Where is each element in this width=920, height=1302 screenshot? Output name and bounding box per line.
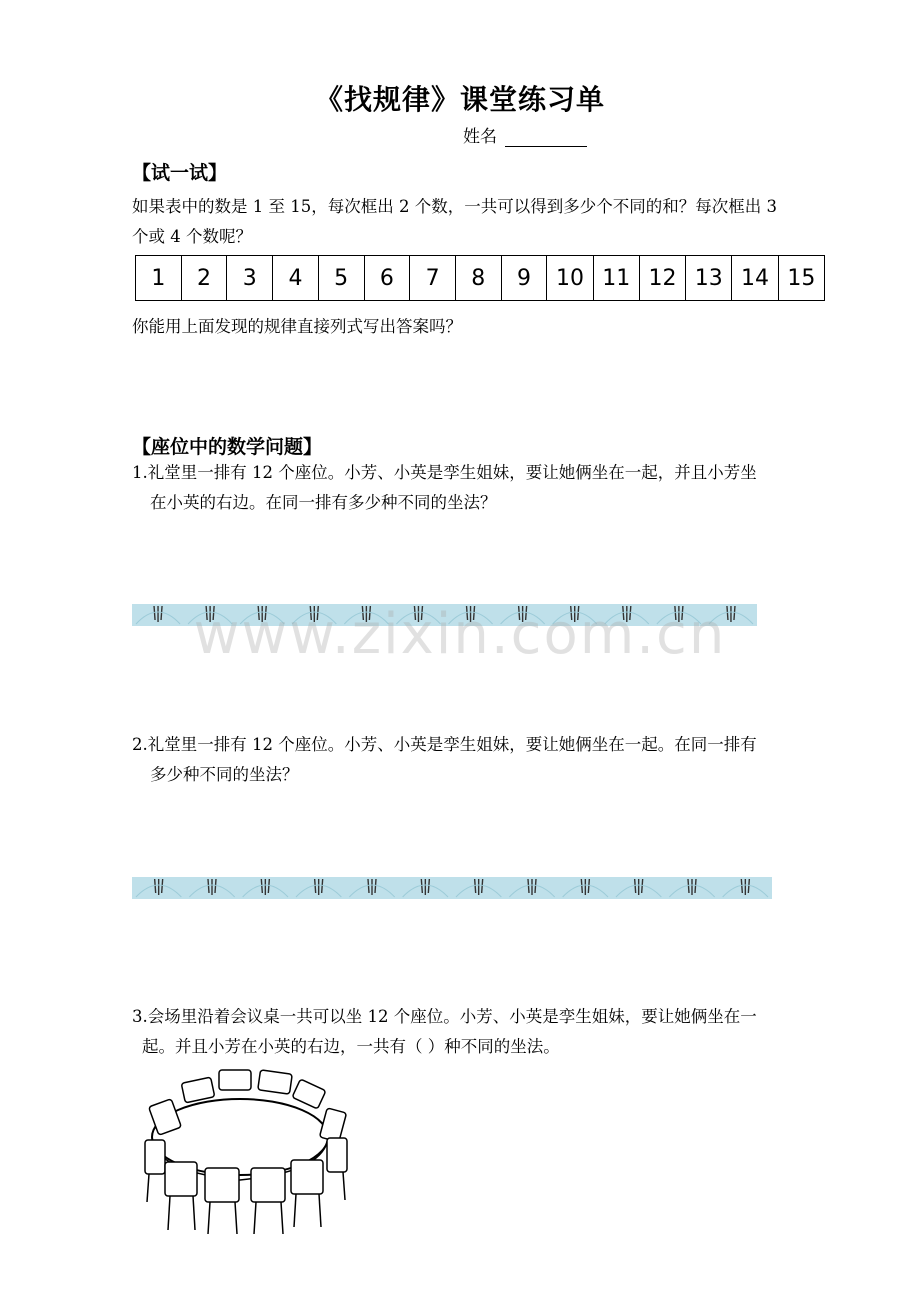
number-cell: 12 (639, 256, 685, 301)
number-cell: 8 (455, 256, 501, 301)
name-label: 姓名 (463, 127, 497, 147)
try-followup: 你能用上面发现的规律直接列式写出答案吗？ (132, 317, 462, 336)
round-table-icon (135, 1062, 355, 1242)
name-field (463, 122, 587, 147)
seat-icon (403, 879, 448, 897)
name-blank[interactable] (505, 128, 587, 147)
question-3-line-2: 起。并且小芳在小英的右边，一共有（ ）种不同的坐法。 (142, 1037, 560, 1056)
seat-icon (563, 879, 608, 897)
seat-icon (669, 879, 714, 897)
number-cell: 5 (318, 256, 364, 301)
question-1-line-2: 在小英的右边。在同一排有多少种不同的坐法？ (150, 493, 497, 512)
seats-icon (132, 877, 772, 899)
number-cell: 6 (364, 256, 410, 301)
question-3-line-1: 3.会场里沿着会议桌一共可以坐 12 个座位。小芳、小英是孪生姐妹，要让她俩坐在一 (132, 1007, 757, 1026)
question-2 (132, 730, 852, 790)
try-question-line-2: 个或 4 个数呢？ (132, 227, 252, 246)
page-title: 《找规律》课堂练习单 (314, 83, 605, 116)
number-cell: 2 (181, 256, 227, 301)
try-question-line-1: 如果表中的数是 1 至 15，每次框出 2 个数，一共可以得到多少个不同的和？每次框出 3 (132, 197, 777, 216)
seat-icon (723, 879, 768, 897)
question-2-line-1: 2.礼堂里一排有 12 个座位。小芳、小英是孪生姐妹，要让她俩坐在一起。在同一排有 (132, 735, 757, 754)
number-cell: 11 (593, 256, 639, 301)
number-table (135, 255, 825, 301)
number-cell: 1 (136, 256, 182, 301)
number-cell: 13 (686, 256, 732, 301)
seat-row-image-2 (132, 877, 772, 899)
number-cell: 4 (273, 256, 319, 301)
seat-icon (509, 879, 554, 897)
number-cell: 3 (227, 256, 273, 301)
seat-icon (296, 879, 341, 897)
question-3 (132, 1002, 852, 1062)
seat-icon (243, 879, 288, 897)
number-cell: 9 (501, 256, 547, 301)
section-heading-try: 【试一试】 (132, 162, 228, 184)
question-2-line-2: 多少种不同的坐法？ (150, 765, 299, 784)
watermark: www.zixin.com.cn (193, 602, 727, 667)
number-row (136, 256, 825, 301)
seat-icon (616, 879, 661, 897)
seat-icon (456, 879, 501, 897)
number-cell: 7 (410, 256, 456, 301)
number-cell: 10 (547, 256, 593, 301)
question-1 (132, 458, 852, 518)
seat-icon (349, 879, 394, 897)
seat-icon (136, 879, 181, 897)
question-1-line-1: 1.礼堂里一排有 12 个座位。小芳、小英是孪生姐妹，要让她俩坐在一起，并且小芳坐 (132, 463, 757, 482)
seat-icon (189, 879, 234, 897)
try-question (132, 192, 852, 252)
number-cell: 15 (778, 256, 824, 301)
number-cell: 14 (732, 256, 778, 301)
section-heading-seats: 【座位中的数学问题】 (132, 436, 323, 458)
